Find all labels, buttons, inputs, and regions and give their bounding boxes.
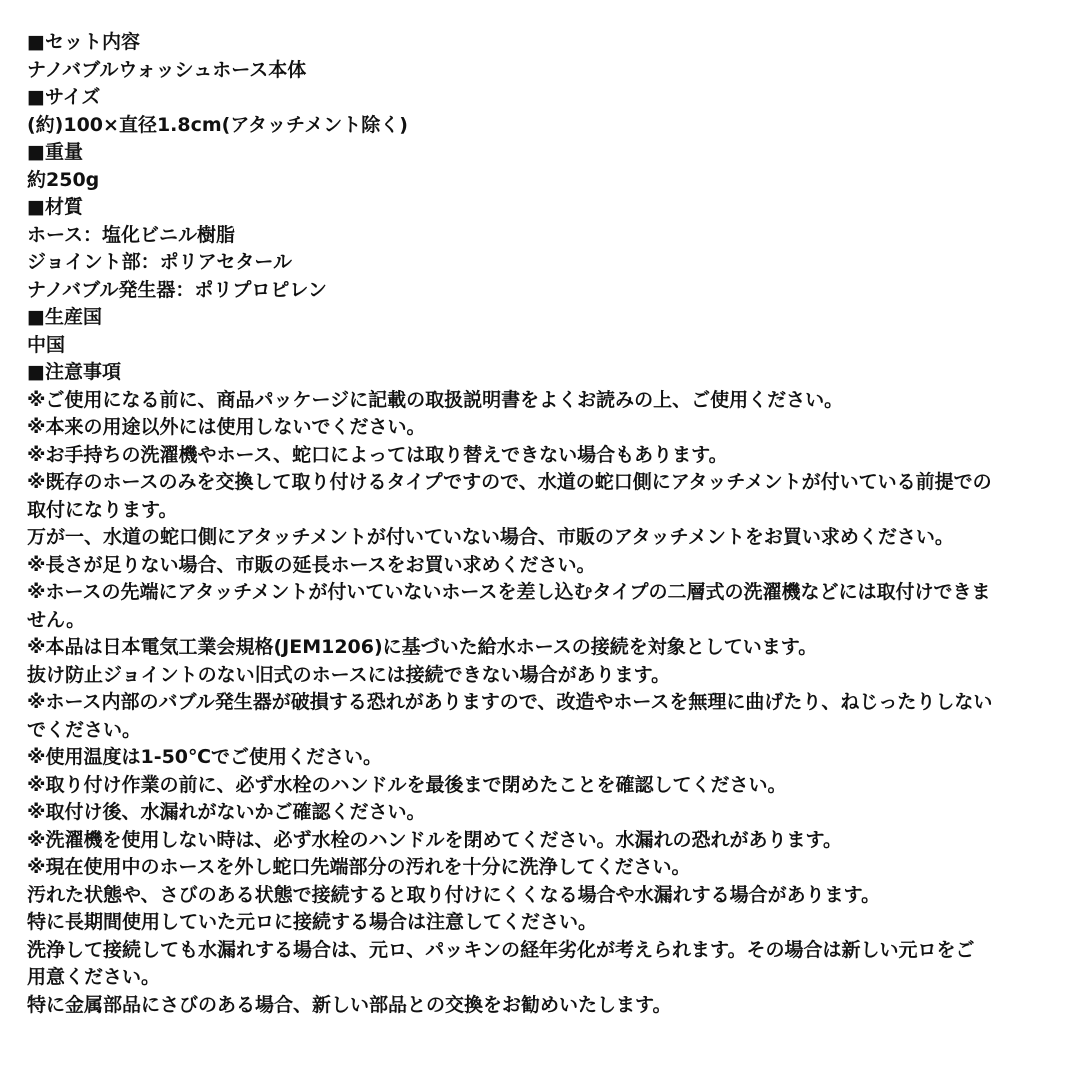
origin-value: 中国 xyxy=(27,333,66,356)
caution-line: 抜け防止ジョイントのない旧式のホースには接続できない場合があります。 xyxy=(27,663,671,686)
heading-size: ■サイズ xyxy=(27,86,101,108)
caution-line: 汚れた状態や、さびのある状態で接続すると取り付けにくくなる場合や水漏れする場合があります。 xyxy=(27,883,881,906)
heading-cautions: ■注意事項 xyxy=(27,361,121,383)
caution-line: ※ホースの先端にアタッチメントが付いていないホースを差し込むタイプの二層式の洗濯機などには取付けできま xyxy=(27,581,991,603)
material-hose: ホース：塩化ビニル樹脂 xyxy=(27,223,236,246)
caution-line: ※本来の用途以外には使用しないでください。 xyxy=(27,416,426,438)
caution-line: ※お手持ちの洗濯機やホース、蛇口によっては取り替えできない場合もあります。 xyxy=(27,443,728,466)
caution-line: ※現在使用中のホースを外し蛇口先端部分の汚れを十分に洗浄してください。 xyxy=(27,856,691,878)
caution-line: 取付になります。 xyxy=(27,498,178,521)
material-joint: ジョイント部：ポリアセタール xyxy=(27,251,293,273)
caution-line: ※使用温度は1-50℃でご使用ください。 xyxy=(27,746,383,768)
caution-line: 洗浄して接続しても水漏れする場合は、元ロ、パッキンの経年劣化が考えられます。その場合は新しい元ロをご xyxy=(27,938,975,961)
heading-origin: ■生産国 xyxy=(27,306,102,328)
material-bubble-generator: ナノバブル発生器：ポリプロピレン xyxy=(27,278,327,301)
caution-line: でください。 xyxy=(27,718,142,741)
heading-weight: ■重量 xyxy=(27,141,83,163)
caution-line: ※取り付け作業の前に、必ず水栓のハンドルを最後まで閉めたことを確認してください。 xyxy=(27,773,787,796)
weight-value: 約250g xyxy=(27,168,100,191)
caution-line: 万が一、水道の蛇口側にアタッチメントが付いていない場合、市販のアタッチメントをお買い求めください。 xyxy=(27,526,954,548)
caution-line: 特に長期間使用していた元ロに接続する場合は注意してください。 xyxy=(27,911,598,933)
caution-line: ※取付け後、水漏れがないかご確認ください。 xyxy=(27,801,426,823)
product-spec-document xyxy=(27,29,1057,1019)
set-contents-value: ナノバブルウォッシュホース本体 xyxy=(27,58,307,81)
caution-line: 用意ください。 xyxy=(27,966,161,988)
caution-line: ※長さが足りない場合、市販の延長ホースをお買い求めください。 xyxy=(27,553,596,576)
caution-line: ※ご使用になる前に、商品パッケージに記載の取扱説明書をよくお読みの上、ご使用ください。 xyxy=(27,388,844,411)
caution-line: せん。 xyxy=(27,608,86,631)
heading-material: ■材質 xyxy=(27,196,83,218)
caution-line: ※洗濯機を使用しない時は、必ず水栓のハンドルを閉めてください。水漏れの恐れがあります。 xyxy=(27,828,842,851)
caution-line: ※ホース内部のバブル発生器が破損する恐れがありますので、改造やホースを無理に曲げたり、ねじったりしない xyxy=(27,691,993,713)
heading-set-contents: ■セット内容 xyxy=(27,31,140,53)
caution-line: ※既存のホースのみを交換して取り付けるタイプですので、水道の蛇口側にアタッチメントが付いている前提での xyxy=(27,471,992,493)
size-value: (約)100×直径1.8cm(アタッチメント除く) xyxy=(27,113,408,136)
caution-line: 特に金属部品にさびのある場合、新しい部品との交換をお勧めいたします。 xyxy=(27,993,672,1016)
caution-line: ※本品は日本電気工業会規格(JEM1206)に基づいた給水ホースの接続を対象としています。 xyxy=(27,636,818,658)
